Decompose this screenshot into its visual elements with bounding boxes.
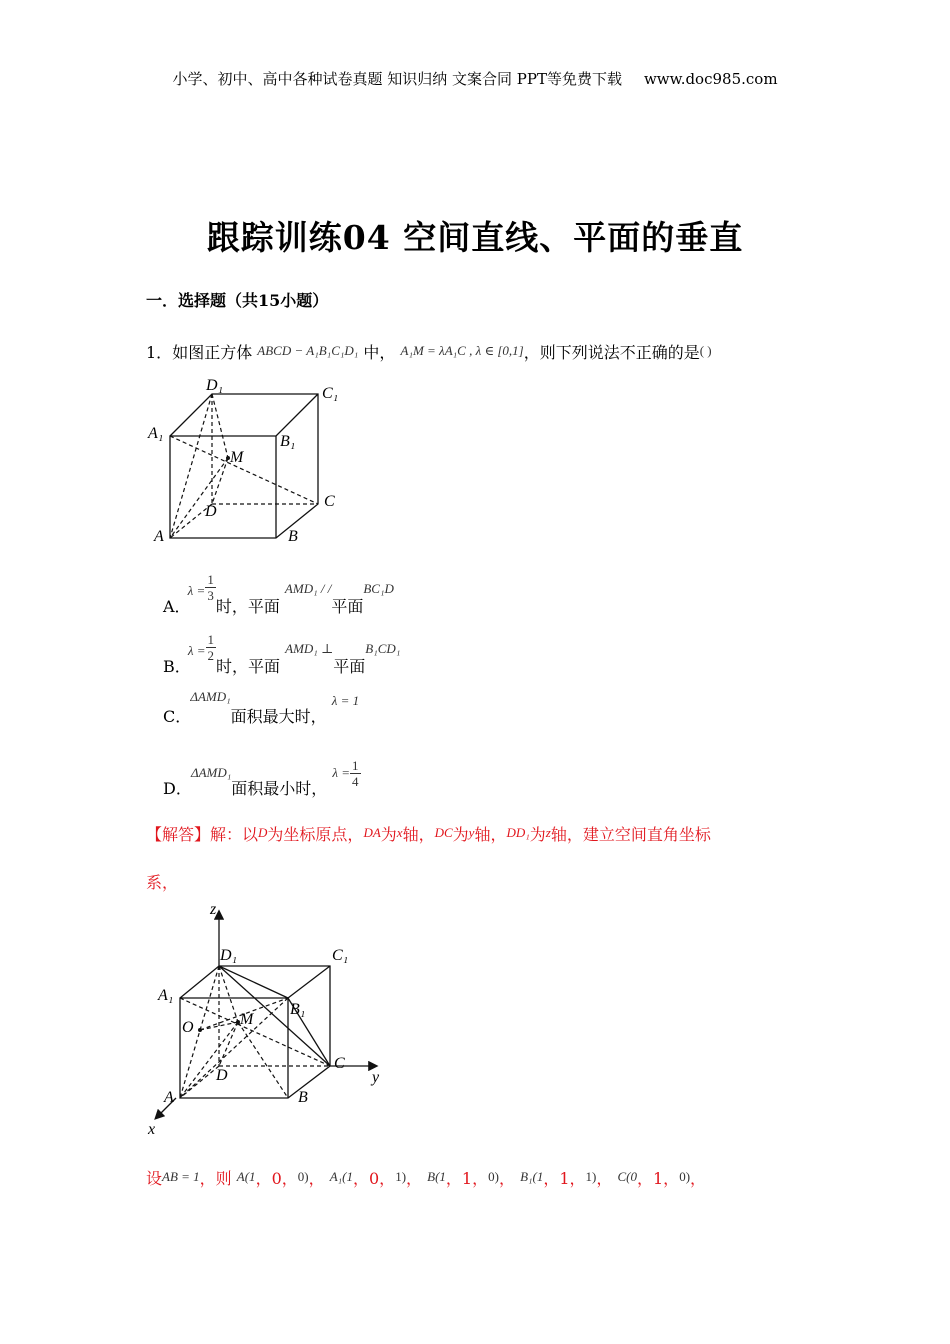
answer-DA: DA — [363, 825, 381, 840]
coord-sep-2: ， — [406, 1169, 423, 1188]
fig1-label-C1: C₁ — [322, 385, 339, 402]
fig2-label-D: D — [216, 1067, 228, 1084]
fig2-label-A1: A₁ — [158, 987, 174, 1004]
answer-t8: 轴，建立空间直角坐标 — [550, 825, 711, 844]
option-d-text1: 面积最小时， — [231, 779, 328, 798]
option-b — [163, 626, 401, 676]
option-d — [163, 746, 361, 798]
question-mid: 中， — [363, 343, 396, 362]
fig2-label-D1: D₁ — [220, 947, 238, 964]
coords-line — [146, 1166, 706, 1189]
answer-y: y — [468, 825, 475, 840]
fig2-label-O: O — [182, 1019, 194, 1036]
option-c-letter: C． — [163, 707, 192, 726]
fig1-label-B1: B₁ — [280, 433, 296, 450]
option-a-text1: 时，平面 — [215, 597, 280, 616]
coords-ab: AB = 1 — [162, 1169, 200, 1184]
coord-A1-z: 1) — [395, 1169, 407, 1184]
question-number: 1． — [146, 343, 173, 362]
header-text: 小学、初中、高中各种试卷真题 知识归纳 文案合同 PPT等免费下载 — [172, 70, 622, 88]
coord-B-x: ，1， — [445, 1169, 489, 1188]
answer-t3: 为 — [380, 825, 397, 844]
option-d-triangle: ΔAMD₁ — [190, 765, 232, 780]
coord-A-x: ，0， — [255, 1169, 298, 1188]
fig1-label-D1: D₁ — [206, 377, 224, 394]
coord-A: A(1 — [236, 1169, 256, 1184]
option-d-den: 4 — [352, 774, 359, 789]
fig2-label-A: A — [164, 1089, 174, 1106]
coord-sep-4: ， — [596, 1169, 613, 1188]
fig1-label-M: M — [230, 449, 244, 466]
answer-x: x — [396, 825, 403, 840]
option-b-text2: 平面 — [333, 657, 366, 676]
answer-t5: 为 — [452, 825, 469, 844]
answer-t6: 轴， — [474, 825, 507, 844]
option-a-plane2: BC₁D — [363, 581, 394, 596]
question-post: ，则下列说法不正确的是 — [523, 343, 700, 362]
answer-z: z — [545, 825, 551, 840]
answer-line-2: 系， — [146, 873, 179, 892]
fig2-label-x: x — [148, 1121, 156, 1138]
option-a-plane1: AMD₁ / / — [284, 581, 332, 596]
coord-A1: A₁(1 — [329, 1169, 353, 1184]
coord-B1-z: 1) — [585, 1169, 597, 1184]
page-header — [0, 68, 950, 89]
option-d-num: 1 — [352, 758, 359, 773]
answer-DD1: DD₁ — [506, 825, 530, 840]
option-d-lambda: λ = — [332, 765, 351, 780]
coords-t2: ，则 — [199, 1169, 232, 1188]
fig2-label-C: C — [334, 1055, 345, 1072]
question-paren: ( ) — [699, 343, 712, 358]
option-b-num: 1 — [207, 632, 215, 647]
coord-B: B(1 — [427, 1169, 446, 1184]
fig1-label-C: C — [324, 493, 335, 510]
option-a — [163, 566, 394, 616]
fig2-label-y: y — [372, 1069, 380, 1086]
coord-A1-x: ，0， — [353, 1169, 396, 1188]
option-d-fraction — [350, 758, 361, 789]
question-1 — [146, 340, 712, 363]
option-c-text1: 面积最大时， — [230, 707, 327, 726]
coord-B1: B₁(1 — [520, 1169, 544, 1184]
coord-C-z: 0) — [679, 1169, 691, 1184]
option-c-triangle: ΔAMD₁ — [190, 689, 231, 704]
option-d-letter: D． — [163, 779, 192, 798]
answer-line-1 — [146, 822, 711, 845]
fig2-label-M: M — [240, 1011, 254, 1028]
option-b-den: 2 — [207, 648, 215, 663]
option-a-text2: 平面 — [331, 597, 364, 616]
answer-t7: 为 — [529, 825, 546, 844]
answer-DC: DC — [434, 825, 453, 840]
option-b-letter: B． — [163, 657, 191, 676]
coord-B-z: 0) — [488, 1169, 499, 1184]
answer-t2: 为坐标原点， — [267, 825, 364, 844]
option-b-lambda: λ = — [187, 643, 206, 658]
fig2-label-B: B — [298, 1089, 308, 1106]
option-c-lambda: λ = 1 — [331, 693, 360, 708]
coord-sep-1: ， — [308, 1169, 325, 1188]
cube-figure-2 — [140, 898, 390, 1143]
option-a-letter: A． — [163, 597, 191, 616]
answer-D: D — [258, 825, 268, 840]
coord-B1-x: ，1， — [543, 1169, 586, 1188]
fig1-label-A1: A₁ — [148, 425, 164, 442]
coord-sep-3: ， — [498, 1169, 515, 1188]
fig1-label-A: A — [154, 528, 164, 545]
question-condition: A₁M = λA₁C , λ ∈ [0,1] — [400, 343, 524, 358]
coord-A-z: 0) — [297, 1169, 309, 1184]
option-b-fraction — [206, 632, 217, 663]
coord-C: C(0 — [617, 1169, 637, 1184]
coord-C-x: ，1， — [637, 1169, 680, 1188]
option-b-text1: 时，平面 — [216, 657, 281, 676]
answer-t4: 轴， — [402, 825, 435, 844]
cube-figure-1 — [140, 376, 360, 548]
question-pre: 如图正方体 — [172, 343, 253, 362]
option-a-den: 3 — [207, 588, 214, 603]
fig2-label-B1: B₁ — [290, 1001, 306, 1018]
section-heading: 一．选择题（共15小题） — [146, 291, 329, 310]
option-b-plane1: AMD₁ ⊥ — [285, 641, 334, 656]
fig2-label-z: z — [210, 901, 217, 918]
header-site: www.doc985.com — [643, 70, 778, 88]
option-a-num: 1 — [207, 572, 214, 587]
option-c — [163, 686, 360, 726]
option-a-lambda: λ = — [187, 583, 206, 598]
answer-tag: 【解答】 — [146, 825, 211, 844]
question-cube: ABCD − A₁B₁C₁D₁ — [257, 343, 359, 358]
fig1-label-D: D — [205, 503, 217, 520]
coords-t1: 设 — [146, 1169, 163, 1188]
fig2-label-C1: C₁ — [332, 947, 349, 964]
fig1-label-B: B — [288, 528, 298, 545]
page-title: 跟踪训练04 空间直线、平面的垂直 — [206, 218, 744, 257]
option-b-plane2: B₁CD₁ — [365, 641, 401, 656]
option-a-fraction — [205, 572, 216, 603]
coord-sep-5: ， — [690, 1169, 707, 1188]
answer-t1: 解：以 — [210, 825, 259, 844]
